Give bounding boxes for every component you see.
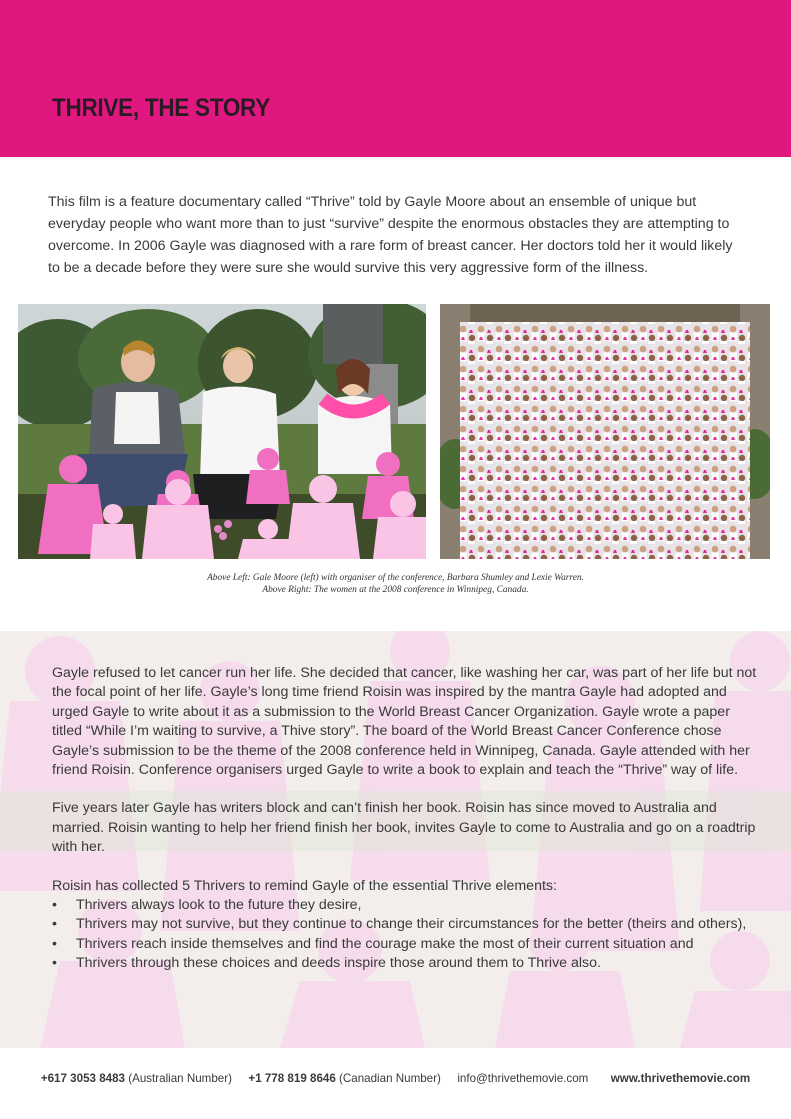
photo-left xyxy=(18,304,426,559)
list-item: • Thrivers reach inside themselves and find the courage make the most of their current situation and xyxy=(52,935,762,954)
caption-right: Above Right: The women at the 2008 conference in Winnipeg, Canada. xyxy=(262,585,529,595)
page-title: THRIVE, THE STORY xyxy=(52,94,270,122)
story-text xyxy=(52,664,762,974)
email-link[interactable]: info@thrivethemovie.com xyxy=(457,1072,589,1085)
list-item: • Thrivers always look to the future they desire, xyxy=(52,896,762,915)
list-item: • Thrivers may not survive, but they continue to change their circumstances for the better (theirs and others), xyxy=(52,915,762,934)
thrive-list-intro: Roisin has collected 5 Thrivers to remind Gayle of the essential Thrive elements: xyxy=(52,877,557,894)
photo-captions xyxy=(0,572,791,596)
phone-australia-label: (Australian Number) xyxy=(128,1072,232,1085)
footer-contact xyxy=(0,1072,791,1085)
story-paragraph-1: Gayle refused to let cancer run her life. She decided that cancer, like washing her car, was part of her life but not the focal point of her life. Gayle’s long time friend Roisin was inspired by the mantra Gayle had adopted and urged Gayle to write about it as a submission to the World Breast Cancer Organization. Gayle wrote a paper titled “While I’m waiting to survive, a Thive story”. The board of the World Breast Cancer Conference chose Gayle’s submission to be the theme of the 2008 conference held in Winnipeg, Canada. Gayle attended with her friend Roisin. Conference organisers urged Gayle to write a book to explain and teach the “Thrive” way of life. xyxy=(52,665,757,779)
intro-paragraph: This film is a feature documentary called “Thrive” told by Gayle Moore about an ensemble of unique but everyday people who want more than to just “survive” despite the enormous obstacles they are attempting to overcome. In 2006 Gayle was diagnosed with a rare form of breast cancer. Her doctors told her it would likely to be a decade before they were sure she would survive this very aggressive form of the illness. xyxy=(48,194,733,276)
thrive-elements-list xyxy=(52,896,762,974)
phone-canada[interactable]: +1 778 819 8646 xyxy=(248,1072,336,1085)
photo-conference-group xyxy=(440,304,770,559)
story-section xyxy=(0,631,791,1048)
header-banner xyxy=(0,0,791,157)
photo-right xyxy=(440,304,770,559)
photo-women-with-paper-dolls xyxy=(18,304,426,559)
list-item: • Thrivers through these choices and deeds inspire those around them to Thrive also. xyxy=(52,954,762,973)
caption-left: Above Left: Gale Moore (left) with organiser of the conference, Barbara Shumley and Lexie Warren. xyxy=(207,573,584,583)
phone-australia[interactable]: +617 3053 8483 xyxy=(40,1072,125,1085)
website-link[interactable]: www.thrivethemovie.com xyxy=(610,1072,751,1085)
phone-canada-label: (Canadian Number) xyxy=(339,1072,441,1085)
story-paragraph-2: Five years later Gayle has writers block and can’t finish her book. Roisin has since moved to Australia and married. Roisin wanting to help her friend finish her book, invites Gayle to come to Australia and go on a roadtrip with her. xyxy=(52,800,756,856)
